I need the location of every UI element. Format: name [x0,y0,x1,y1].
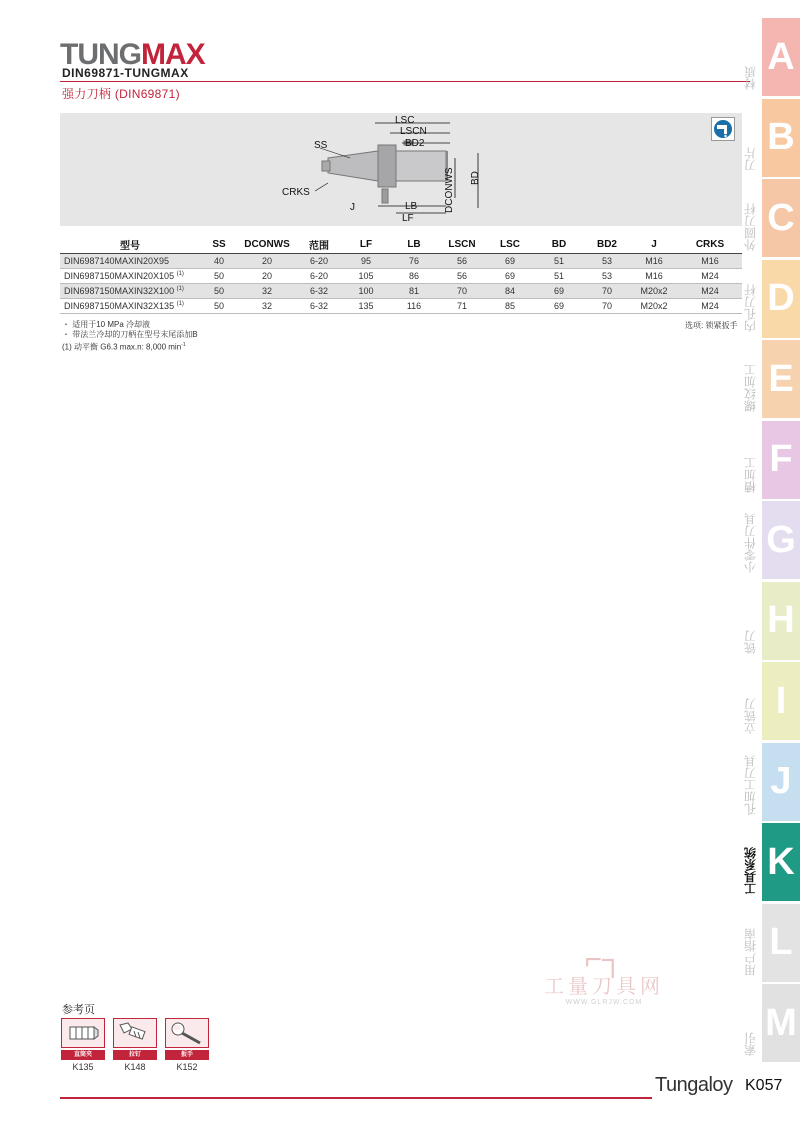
flange [378,145,396,187]
cell-dconws: 20 [238,253,296,268]
cell-model [60,268,200,283]
section-tab-label: 立铣刀 [743,698,758,734]
collet-icon [61,1018,105,1048]
cell-range: 6-20 [296,253,342,268]
section-tab-letter: M [762,984,800,1062]
cell-model [60,298,200,313]
section-tab-letter: F [762,421,800,499]
cell-model [60,283,200,298]
section-tab-d[interactable] [738,260,800,338]
cell-range: 6-32 [296,283,342,298]
model-note: (1) [176,300,184,307]
cell-dconws: 32 [238,283,296,298]
reference-page: K152 [176,1062,198,1072]
cell-lf: 135 [342,298,390,313]
section-tab-k[interactable] [738,823,800,901]
section-tab-label: 材质 [743,66,758,90]
cell-model [60,253,200,268]
product-subtitle: DIN69871-TUNGMAX [62,66,189,80]
section-tab-label: 工具系统 [743,847,758,895]
cell-lscn: 56 [438,253,486,268]
cell-lsc: 85 [486,298,534,313]
section-tab-c[interactable] [738,179,800,257]
cell-lscn: 70 [438,283,486,298]
col-header-range: 范围 [309,240,329,252]
col-header-ss: SS [212,238,226,250]
section-tab-label: 索引 [743,1032,758,1056]
note-balance: (1) 动平衡 G6.3 max.n: 8,000 $\min^{-1}$ [62,342,186,352]
section-tab-label: 孔加工刀具 [743,754,758,815]
section-tab-letter: B [762,99,800,177]
col-header-dconws: DCONWS [244,238,290,250]
col-header-bd: BD [551,238,567,250]
model-code: DIN6987150MAXIN32X135 [64,300,175,311]
reference-title: 参考页 [62,1004,95,1016]
section-tab-letter: G [762,501,800,579]
section-tab-letter: A [762,18,800,96]
cell-lb: 86 [390,268,438,283]
cell-lb: 81 [390,283,438,298]
note-flange-coolant: ・ 带法兰冷却的刀柄在型号末尾添加B [62,330,198,339]
page-title: 强力刀柄 (DIN69871) [62,87,180,101]
cell-crks: M16 [678,253,742,268]
watermark-url: WWW.GLRJW.COM [565,999,643,1006]
section-tab-h[interactable] [738,582,800,660]
model-note: (1) [176,285,184,292]
spec-table [60,236,742,314]
section-tab-label: 小零件刀具 [743,513,758,573]
cell-bd2: 70 [584,298,630,313]
label-bd2: BD2 [405,138,425,149]
cell-ss: 50 [200,268,238,283]
cell-bd: 51 [534,268,584,283]
cell-j: M16 [630,253,678,268]
footer-divider [60,1097,652,1099]
table-row [60,283,742,298]
label-lsc: LSC [395,115,415,126]
reference-tag: 拉钉 [113,1050,157,1060]
cell-ss: 40 [200,253,238,268]
cell-lsc: 69 [486,268,534,283]
cell-j: M20x2 [630,298,678,313]
pull-stud-icon [113,1018,157,1048]
label-ss: SS [314,140,328,151]
table-header-row [60,236,742,253]
header-divider [60,81,750,82]
cell-bd: 51 [534,253,584,268]
cell-lscn: 71 [438,298,486,313]
table-row [60,298,742,313]
options-note: 选项: 锁紧扳手 [685,321,738,330]
section-tab-letter: J [762,743,800,821]
note-coolant-pressure: ・ 适用于10 MPa 冷却液 [62,320,151,329]
label-j: J [350,202,355,213]
col-header-lscn: LSCN [448,238,476,250]
cell-lf: 100 [342,283,390,298]
cell-crks: M24 [678,298,742,313]
footnotes [62,320,198,353]
label-lf: LF [402,213,414,224]
cell-j: M20x2 [630,283,678,298]
taper-shank [328,151,378,181]
cell-bd: 69 [534,298,584,313]
col-header-crks: CRKS [695,238,725,250]
reference-item-collet[interactable] [60,1018,106,1072]
section-tab-f[interactable] [738,421,800,499]
section-tab-letter: E [762,340,800,418]
section-tab-letter: K [762,823,800,901]
pull-stud [322,161,330,171]
cell-bd2: 53 [584,268,630,283]
reference-tag: 直筒夹 [61,1050,105,1060]
col-header-model: 型号 [120,240,140,252]
reference-page: K148 [124,1062,146,1072]
col-header-bd2: BD2 [596,238,617,250]
wrench-icon [165,1018,209,1048]
label-bd: BD [470,171,481,185]
section-tab-e[interactable] [738,340,800,418]
section-tab-label: 螺纹加工 [743,364,758,412]
model-code: DIN6987140MAXIN20X95 [64,255,170,266]
reference-page: K135 [72,1062,94,1072]
cell-lf: 105 [342,268,390,283]
section-tab-letter: D [762,260,800,338]
section-tab-a[interactable] [738,18,800,96]
logo-text-max: MAX [141,38,205,71]
watermark [536,945,672,1017]
model-note: (1) [176,270,184,277]
chuck-body [396,151,446,181]
cell-ss: 50 [200,298,238,313]
reference-item-wrench[interactable] [164,1018,210,1072]
tungmax-logo [60,38,280,71]
section-tab-letter: C [762,179,800,257]
tool-holder-drawing [60,113,742,226]
cell-dconws: 20 [238,268,296,283]
section-tab-label: 用户指南 [743,927,758,976]
section-tab-letter: L [762,904,800,982]
coolant-faucet-icon [711,117,735,141]
cell-bd2: 53 [584,253,630,268]
section-tab-j[interactable] [738,743,800,821]
col-header-lb: LB [407,238,421,250]
reference-tag: 扳手 [165,1050,209,1060]
cell-lf: 95 [342,253,390,268]
table-row [60,268,742,283]
model-code: DIN6987150MAXIN32X100 [64,285,175,296]
section-tab-label: 刀片 [743,146,758,171]
model-code: DIN6987150MAXIN20X105 [64,270,175,281]
label-dconws: DCONWS [444,167,455,213]
col-header-lf: LF [359,238,373,250]
cell-dconws: 32 [238,298,296,313]
cell-lb: 116 [390,298,438,313]
label-crks: CRKS [282,187,310,198]
logo-text-tung: TUNG [60,38,141,71]
section-tab-label: 内孔刀杆 [743,283,758,332]
section-tab-label: 外圆刀杆 [743,203,758,251]
table-row [60,253,742,268]
cell-ss: 50 [200,283,238,298]
watermark-text: 工量刀具网 [544,976,664,998]
cell-bd: 69 [534,283,584,298]
watermark-logo-icon: ⌐┐ [584,943,624,976]
brand-name: Tungaloy [655,1074,733,1096]
section-tab-i[interactable] [738,662,800,740]
cell-lsc: 69 [486,253,534,268]
section-tab-label: 铣刀 [743,629,758,654]
section-tab-letter: I [762,662,800,740]
cell-range: 6-32 [296,298,342,313]
section-tab-m[interactable] [738,984,800,1062]
label-lscn: LSCN [400,126,427,137]
cell-crks: M24 [678,283,742,298]
cell-bd2: 70 [584,283,630,298]
page-number: K057 [745,1077,783,1094]
section-tab-g[interactable] [738,501,800,579]
section-tab-b[interactable] [738,99,800,177]
label-lb: LB [405,201,418,212]
cell-lscn: 56 [438,268,486,283]
cell-lsc: 84 [486,283,534,298]
section-tab-l[interactable] [738,904,800,982]
reference-item-pull-stud[interactable] [112,1018,158,1072]
cell-lb: 76 [390,253,438,268]
col-header-j: J [651,238,657,250]
section-tab-letter: H [762,582,800,660]
col-header-lsc: LSC [500,238,520,250]
cell-j: M16 [630,268,678,283]
cell-range: 6-20 [296,268,342,283]
section-tab-label: 槽加工 [743,456,758,493]
technical-drawing [60,113,742,226]
cell-crks: M24 [678,268,742,283]
